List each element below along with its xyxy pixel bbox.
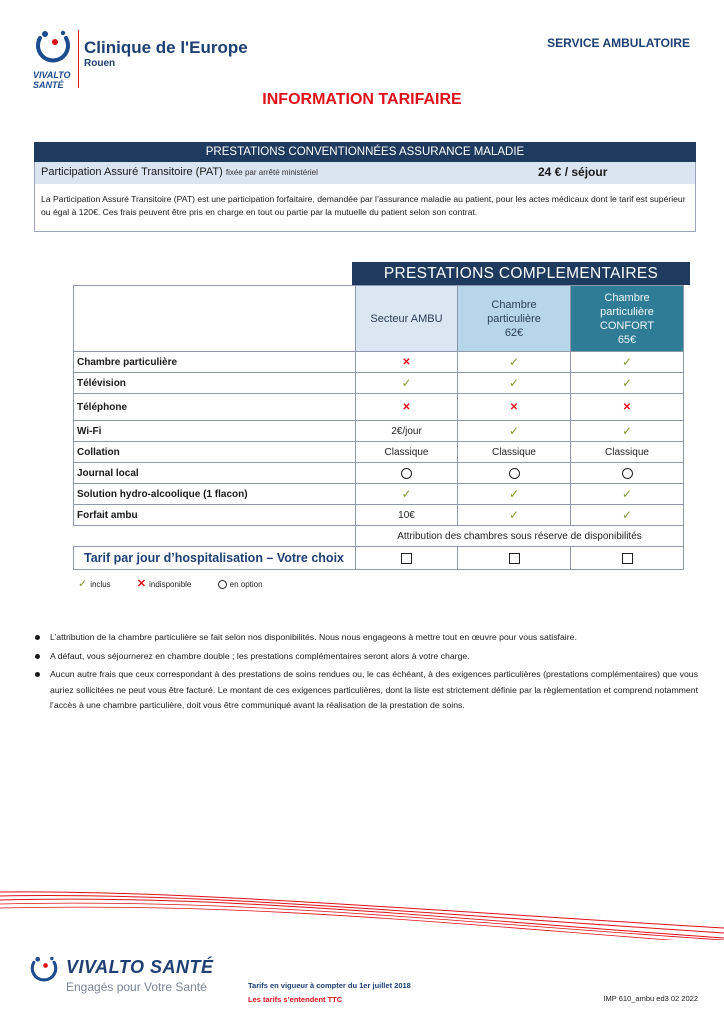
pat-label-note: fixée par arrêté ministériel — [225, 168, 318, 177]
complementary-heading: PRESTATIONS COMPLEMENTAIRES — [352, 262, 690, 285]
row-label: Forfait ambu — [74, 505, 356, 526]
vivalto-logo-icon — [30, 26, 76, 72]
table-row — [74, 373, 684, 394]
circle-option-icon — [218, 580, 227, 589]
cell-value: Classique — [356, 442, 458, 463]
list-item: L’attribution de la chambre particulière se fait selon nos disponibilités. Nous nous engageons à mettre tout en œuvre pour vous satisfaire. — [34, 630, 698, 646]
legend-unavailable — [137, 580, 203, 589]
column-header-chambre: Chambre particulière 62€ — [458, 286, 571, 352]
table-row — [74, 505, 684, 526]
pat-label — [41, 166, 318, 178]
check-icon: ✓ — [78, 578, 88, 590]
check-icon: ✓ — [458, 352, 571, 373]
pat-label-main: Participation Assuré Transitoire (PAT) — [41, 166, 223, 178]
table-row — [74, 463, 684, 484]
vivalto-footer-logo-icon — [26, 953, 62, 989]
choice-row — [74, 547, 684, 570]
cross-icon: ✕ — [356, 352, 458, 373]
legend-included-label: inclus — [90, 580, 111, 589]
check-icon: ✓ — [458, 373, 571, 394]
cross-icon: ✕ — [458, 394, 571, 421]
check-icon: ✓ — [356, 373, 458, 394]
cell-value: 2€/jour — [356, 421, 458, 442]
column-header-ambu: Secteur AMBU — [356, 286, 458, 352]
cell-value: Classique — [571, 442, 684, 463]
footer-reference: IMP 610_ambu ed3 02 2022 — [603, 994, 698, 1003]
cross-icon: ✕ — [136, 578, 147, 590]
clinic-name: Clinique de l'Europe — [84, 38, 248, 57]
choice-checkbox[interactable] — [458, 547, 571, 570]
choice-checkbox[interactable] — [571, 547, 684, 570]
pat-price: 24 € / séjour — [538, 165, 608, 179]
footer-brand: VIVALTO SANTÉ — [66, 957, 214, 977]
cell-value: 10€ — [356, 505, 458, 526]
cell-value: Classique — [458, 442, 571, 463]
check-icon: ✓ — [458, 421, 571, 442]
footer-tagline: Engagés pour Votre Santé — [66, 980, 207, 994]
pat-description: La Participation Assuré Transitoire (PAT) est une participation forfaitaire, demandée par l’assurance maladie au patient, pour les actes médicaux dont le tarif est supérieur ou égal à 120€. Ces frais peuvent être pris en charge en tout ou partie par la mutuelle du patient selon son contrat. — [41, 194, 686, 217]
check-icon: ✓ — [571, 484, 684, 505]
service-label: SERVICE AMBULATOIRE — [547, 36, 690, 50]
brand-small-text: VIVALTO SANTÉ — [33, 70, 71, 90]
check-icon: ✓ — [571, 352, 684, 373]
column-header-confort: Chambre particulière CONFORT 65€ — [571, 286, 684, 352]
choice-checkbox[interactable] — [356, 547, 458, 570]
table-row — [74, 442, 684, 463]
legend-unavailable-label: indisponible — [149, 580, 192, 589]
row-label: Télévision — [74, 373, 356, 394]
empty-cell — [74, 526, 356, 547]
header-divider — [78, 30, 79, 88]
row-label: Collation — [74, 442, 356, 463]
pat-heading: PRESTATIONS CONVENTIONNÉES ASSURANCE MALADIE — [34, 142, 696, 162]
choice-label: Tarif par jour d’hospitalisation – Votre choix — [74, 547, 356, 570]
page-title: INFORMATION TARIFAIRE — [262, 91, 462, 108]
check-icon: ✓ — [571, 505, 684, 526]
list-item: Aucun autre frais que ceux correspondant à des prestations de soins rendues ou, le cas échéant, à des exigences particulières (prestations complémentaires) que vous auriez sollicitées ne peut vous être facturé. Le montant de ces exigences particulières, dont la liste est strictement définie par la règlementation et comprend notamment l’accès à une chambre particulière, doit vous être communiqué avant la réalisation de la prestation de soins. — [34, 667, 698, 714]
row-label: Journal local — [74, 463, 356, 484]
row-label: Solution hydro-alcoolique (1 flacon) — [74, 484, 356, 505]
legend-optional-label: en option — [229, 580, 263, 589]
legend-optional — [218, 580, 275, 589]
check-icon: ✓ — [571, 373, 684, 394]
footer-validity: Tarifs en vigueur à compter du 1er juillet 2018 — [248, 981, 411, 990]
circle-option-icon — [356, 463, 458, 484]
table-row — [74, 421, 684, 442]
table-row — [74, 352, 684, 373]
footer-wave-decoration — [0, 880, 724, 940]
cross-icon: ✕ — [571, 394, 684, 421]
info-bullets — [34, 630, 698, 717]
clinic-city: Rouen — [84, 58, 116, 69]
table-corner-cell — [74, 286, 356, 352]
tariff-table — [73, 285, 684, 570]
cross-icon: ✕ — [356, 394, 458, 421]
check-icon: ✓ — [571, 421, 684, 442]
legend — [78, 577, 287, 590]
row-label: Wi-Fi — [74, 421, 356, 442]
circle-option-icon — [458, 463, 571, 484]
table-row — [74, 394, 684, 421]
footer-ttc: Les tarifs s’entendent TTC — [248, 995, 343, 1004]
circle-option-icon — [571, 463, 684, 484]
table-header-row — [74, 286, 684, 352]
check-icon: ✓ — [458, 505, 571, 526]
check-icon: ✓ — [458, 484, 571, 505]
availability-row — [74, 526, 684, 547]
legend-included — [78, 580, 123, 589]
list-item: A défaut, vous séjournerez en chambre double ; les prestations complémentaires seront alors à votre charge. — [34, 649, 698, 665]
row-label: Chambre particulière — [74, 352, 356, 373]
row-label: Téléphone — [74, 394, 356, 421]
availability-note: Attribution des chambres sous réserve de disponibilités — [356, 526, 684, 547]
table-row — [74, 484, 684, 505]
check-icon: ✓ — [356, 484, 458, 505]
